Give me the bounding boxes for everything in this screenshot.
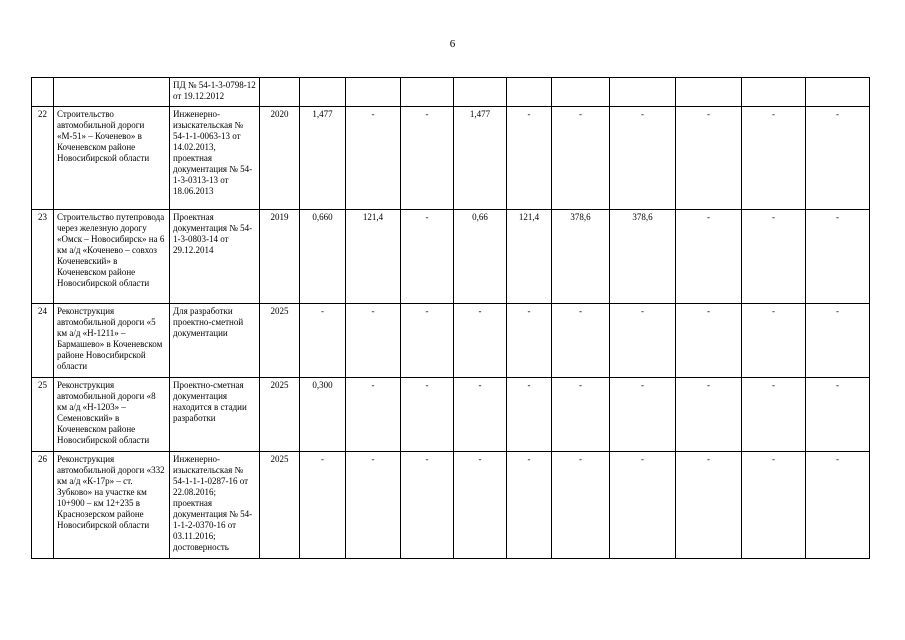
value-cell <box>676 78 742 107</box>
row-number: 26 <box>32 452 54 559</box>
value-cell: - <box>806 107 870 210</box>
value-cell: - <box>507 304 552 378</box>
value-cell: - <box>507 107 552 210</box>
value-cell <box>346 78 401 107</box>
row-number: 22 <box>32 107 54 210</box>
table-row <box>32 210 870 304</box>
value-cell <box>300 78 346 107</box>
value-cell: - <box>401 304 454 378</box>
value-cell: - <box>300 452 346 559</box>
value-cell <box>806 78 870 107</box>
document-info: Инженерно-изыскательская № 54-1-1-1-0287-16 от 22.08.2016; проектная документация № 54-1-1-2-0370-16 от 03.11.2016; достоверность <box>170 452 260 559</box>
value-cell: - <box>610 378 676 452</box>
value-cell: 0,660 <box>300 210 346 304</box>
value-cell: - <box>806 304 870 378</box>
value-cell: 1,477 <box>300 107 346 210</box>
value-cell: - <box>346 107 401 210</box>
value-cell: - <box>454 304 507 378</box>
value-cell <box>454 78 507 107</box>
table-row <box>32 304 870 378</box>
year <box>260 78 300 107</box>
page-number: 6 <box>449 38 456 50</box>
value-cell: - <box>401 378 454 452</box>
row-number <box>32 78 54 107</box>
value-cell: - <box>300 304 346 378</box>
value-cell: - <box>676 452 742 559</box>
value-cell: - <box>552 452 610 559</box>
value-cell: - <box>806 378 870 452</box>
value-cell: - <box>610 107 676 210</box>
document-info: Проектная документация № 54-1-3-0803-14 от 29.12.2014 <box>170 210 260 304</box>
value-cell: - <box>610 304 676 378</box>
table-row <box>32 378 870 452</box>
value-cell <box>610 78 676 107</box>
value-cell: - <box>346 304 401 378</box>
value-cell <box>742 78 806 107</box>
object-name: Реконструкция автомобильной дороги «5 км а/д «Н-1211» – Бармашево» в Коченевском районе Новосибирской области <box>54 304 170 378</box>
value-cell: - <box>806 452 870 559</box>
table-row <box>32 452 870 559</box>
value-cell: - <box>676 378 742 452</box>
value-cell: - <box>346 378 401 452</box>
year: 2025 <box>260 452 300 559</box>
value-cell: - <box>552 378 610 452</box>
value-cell: - <box>454 452 507 559</box>
year: 2025 <box>260 304 300 378</box>
document-info: Проектно-сметная документация находится в стадии разработки <box>170 378 260 452</box>
object-name <box>54 78 170 107</box>
value-cell <box>507 78 552 107</box>
row-number: 24 <box>32 304 54 378</box>
value-cell: - <box>610 452 676 559</box>
object-name: Реконструкция автомобильной дороги «8 км а/д «Н-1203» – Семеновский» в Коченевском районе Новосибирской области <box>54 378 170 452</box>
row-number: 23 <box>32 210 54 304</box>
value-cell <box>401 78 454 107</box>
value-cell: - <box>507 452 552 559</box>
value-cell: - <box>552 304 610 378</box>
value-cell: - <box>401 210 454 304</box>
table-row <box>32 78 870 107</box>
value-cell: 0,300 <box>300 378 346 452</box>
value-cell: 121,4 <box>507 210 552 304</box>
value-cell: - <box>401 452 454 559</box>
year: 2025 <box>260 378 300 452</box>
year: 2019 <box>260 210 300 304</box>
table-row <box>32 107 870 210</box>
value-cell: 1,477 <box>454 107 507 210</box>
year: 2020 <box>260 107 300 210</box>
value-cell: - <box>742 452 806 559</box>
value-cell: 378,6 <box>552 210 610 304</box>
object-name: Строительство автомобильной дороги «М-51» – Коченево» в Коченевском районе Новосибирской области <box>54 107 170 210</box>
value-cell: - <box>676 210 742 304</box>
value-cell: 378,6 <box>610 210 676 304</box>
value-cell: - <box>742 304 806 378</box>
object-name: Строительство путепровода через железную дорогу «Омск – Новосибирск» на 6 км а/д «Коченево – совхоз Коченевский» в Коченевском районе Новосибирской области <box>54 210 170 304</box>
value-cell: - <box>806 210 870 304</box>
value-cell: 121,4 <box>346 210 401 304</box>
document-info: ПД № 54-1-3-0798-12 от 19.12.2012 <box>170 78 260 107</box>
document-info: Для разработки проектно-сметной документации <box>170 304 260 378</box>
value-cell: - <box>401 107 454 210</box>
value-cell: - <box>742 210 806 304</box>
value-cell <box>552 78 610 107</box>
value-cell: - <box>552 107 610 210</box>
object-name: Реконструкция автомобильной дороги «332 км а/д «К-17р» – ст. Зубково» на участке км 10+900 – км 12+235 в Краснозерском районе Новосибирской области <box>54 452 170 559</box>
value-cell: - <box>676 107 742 210</box>
roads-table <box>31 77 870 559</box>
value-cell: - <box>742 107 806 210</box>
value-cell: - <box>742 378 806 452</box>
value-cell: 0,66 <box>454 210 507 304</box>
value-cell: - <box>454 378 507 452</box>
value-cell: - <box>346 452 401 559</box>
row-number: 25 <box>32 378 54 452</box>
document-info: Инженерно-изыскательская № 54-1-1-0063-13 от 14.02.2013, проектная документация № 54-1-3-0313-13 от 18.06.2013 <box>170 107 260 210</box>
value-cell: - <box>507 378 552 452</box>
value-cell: - <box>676 304 742 378</box>
